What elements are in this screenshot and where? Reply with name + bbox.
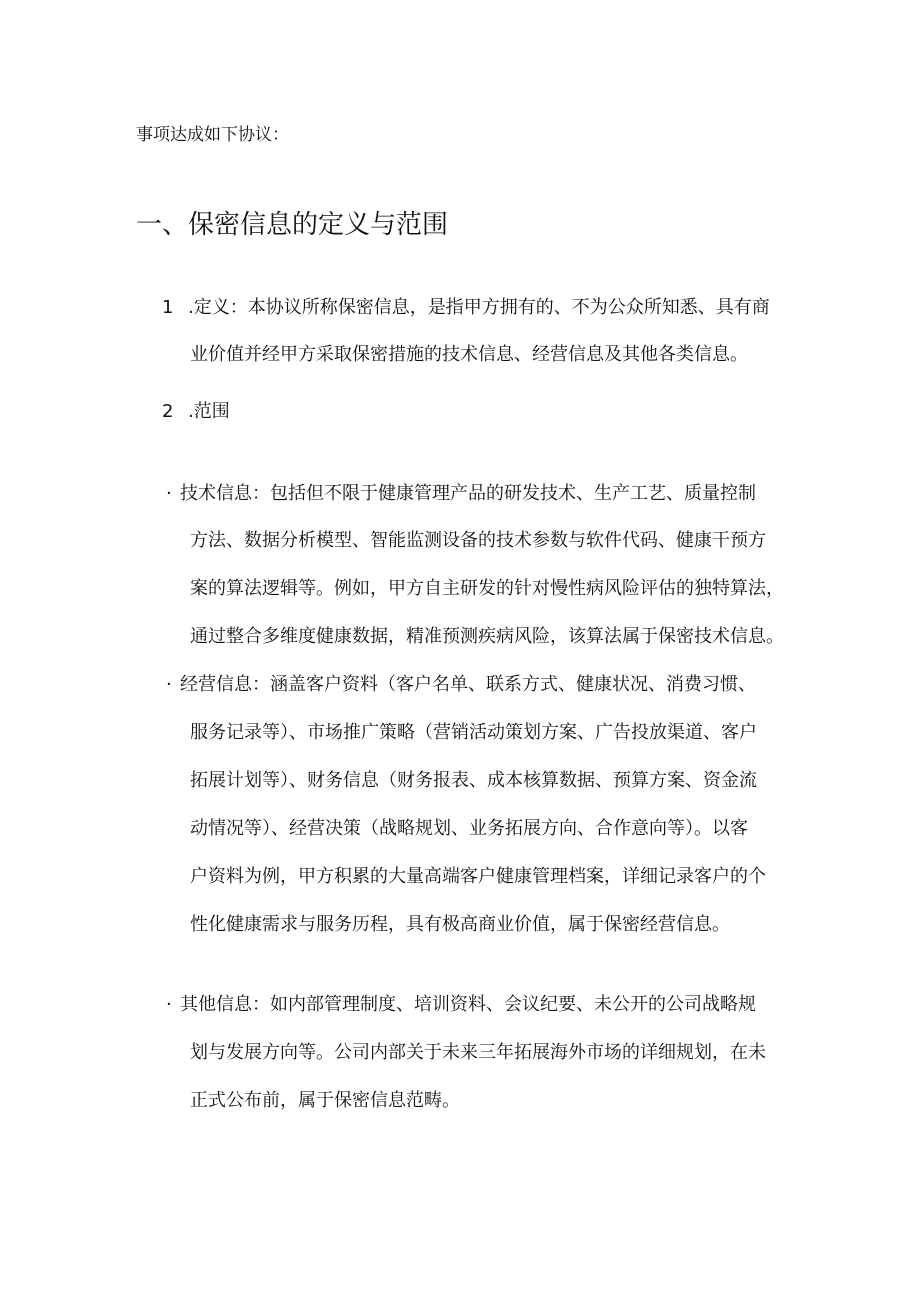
bullet-other-line-1 (166, 993, 756, 1017)
scope-label: .范围 (188, 401, 230, 422)
definition-line-1 (162, 296, 770, 320)
bullet-marker: · (166, 994, 172, 1015)
bullet-other-line-3: 正式公布前，属于保密信息范畴。 (190, 1090, 460, 1111)
bullet-text: 其他信息：如内部管理制度、培训资料、会议纪要、未公开的公司战略规 (180, 994, 756, 1015)
bullet-business-line-3: 拓展计划等）、财务信息（财务报表、成本核算数据、预算方案、资金流 (190, 770, 757, 791)
bullet-other-line-2: 划与发展方向等。公司内部关于未来三年拓展海外市场的详细规划，在未 (190, 1042, 766, 1063)
bullet-marker: · (166, 674, 172, 695)
section-heading: 一、保密信息的定义与范围 (136, 210, 449, 240)
bullet-tech-line-3: 案的算法逻辑等。例如，甲方自主研发的针对慢性病风险评估的独特算法， (190, 578, 784, 599)
bullet-tech-line-2: 方法、数据分析模型、智能监测设备的技术参数与软件代码、健康干预方 (190, 530, 766, 551)
bullet-business-line-4: 动情况等）、经营决策（战略规划、业务拓展方向、合作意向等）。以客 (190, 818, 748, 839)
bullet-marker: · (166, 483, 172, 504)
bullet-text: 经营信息：涵盖客户资料（客户名单、联系方式、健康状况、消费习惯、 (180, 674, 756, 695)
bullet-business-line-6: 性化健康需求与服务历程，具有极高商业价值，属于保密经营信息。 (190, 914, 730, 935)
bullet-business-line-5: 户资料为例，甲方积累的大量高端客户健康管理档案，详细记录客户的个 (190, 866, 766, 887)
bullet-business-line-2: 服务记录等）、市场推广策略（营销活动策划方案、广告投放渠道、客户 (190, 722, 757, 743)
bullet-tech-line-4: 通过整合多维度健康数据，精准预测疾病风险，该算法属于保密技术信息。 (190, 626, 784, 647)
item-number: 1 (162, 297, 174, 318)
bullet-tech-line-1 (166, 482, 756, 506)
scope-line (162, 400, 230, 424)
item-number: 2 (162, 401, 174, 422)
bullet-business-line-1 (166, 673, 756, 697)
bullet-text: 技术信息：包括但不限于健康管理产品的研发技术、生产工艺、质量控制 (180, 483, 756, 504)
definition-text: .定义：本协议所称保密信息，是指甲方拥有的、不为公众所知悉、具有商 (188, 297, 770, 318)
definition-line-2: 业价值并经甲方采取保密措施的技术信息、经营信息及其他各类信息。 (190, 344, 748, 365)
intro-text: 事项达成如下协议： (136, 125, 289, 145)
